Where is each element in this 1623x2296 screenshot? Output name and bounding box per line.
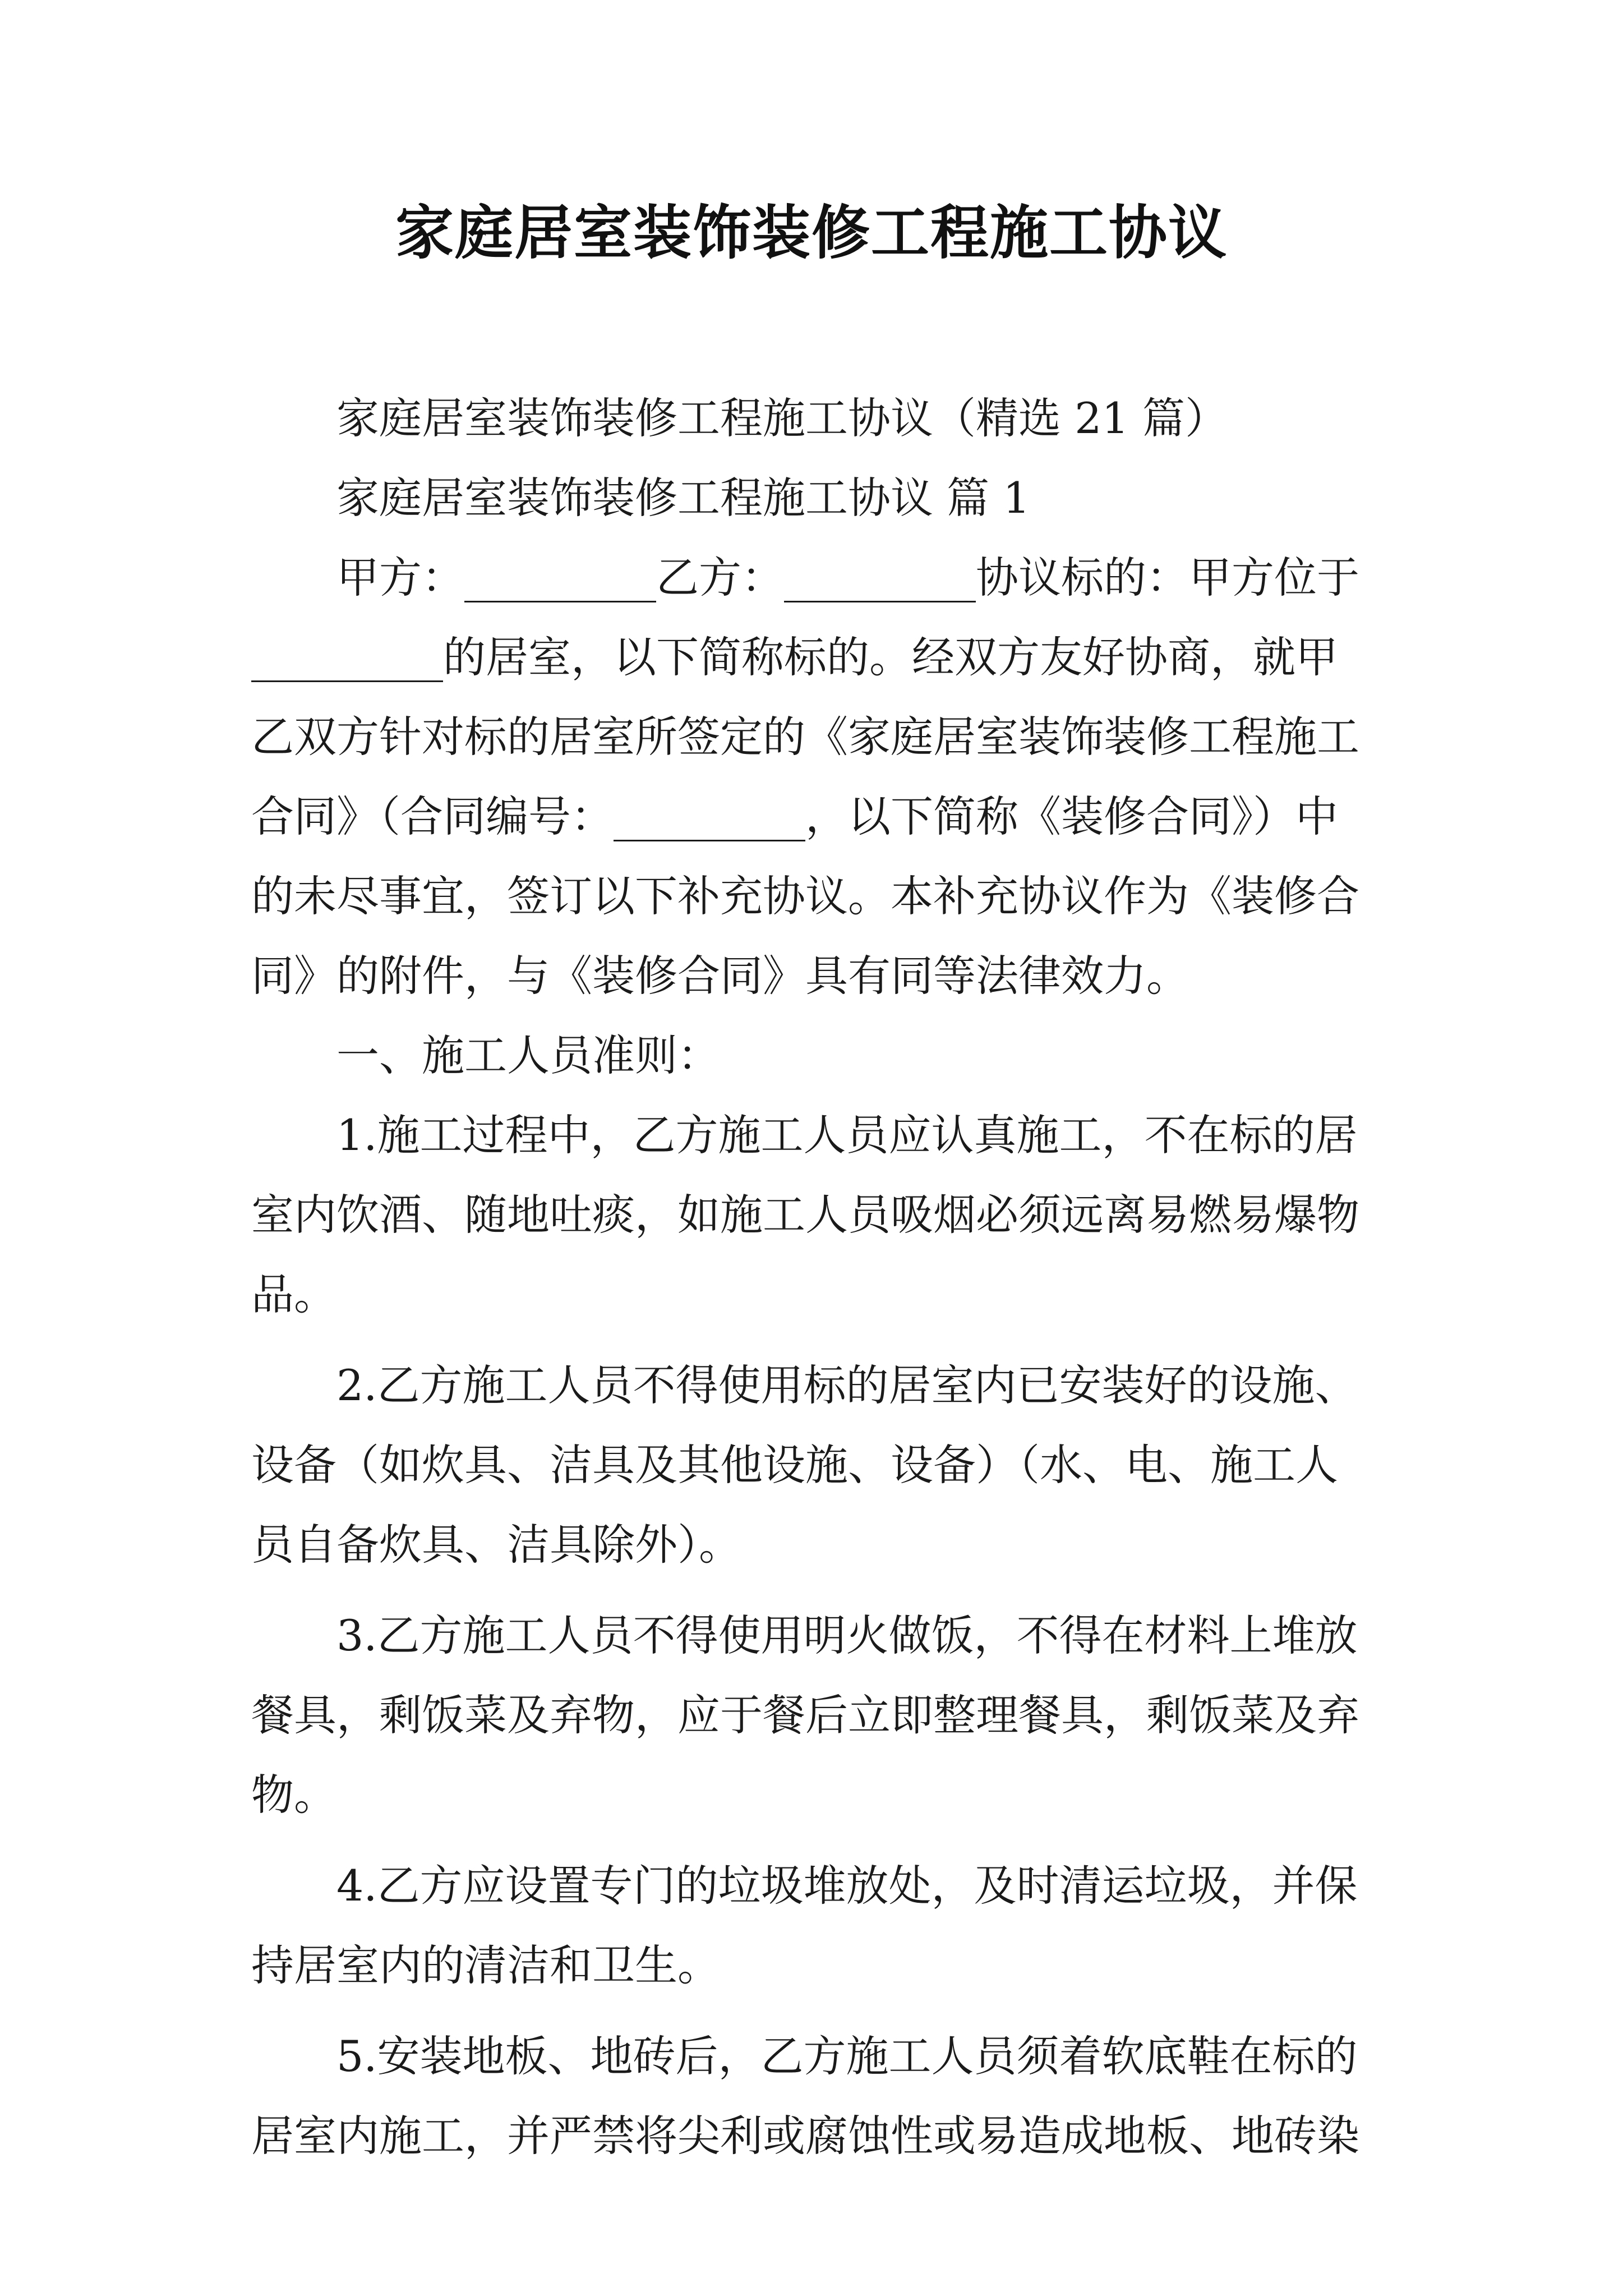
- clause-heading: 一、施工人员准则：: [336, 1030, 720, 1080]
- paragraph-line: 乙双方针对标的居室所签定的《家庭居室装饰装修工程施工: [251, 712, 1359, 762]
- clause-line: 餐具，剩饭菜及弃物，应于餐后立即整理餐具，剩饭菜及弃: [251, 1690, 1359, 1740]
- paragraph-line: _________的居室，以下简称标的。经双方友好协商，就甲: [251, 632, 1338, 682]
- clause-line: 员自备炊具、洁具除外）。: [251, 1520, 741, 1570]
- clause-line: 持居室内的清洁和卫生。: [251, 1940, 720, 1990]
- clause-line: 设备（如炊具、洁具及其他设施、设备）（水、电、施工人: [251, 1440, 1338, 1490]
- clause-line: 1.施工过程中，乙方施工人员应认真施工，不在标的居: [336, 1110, 1358, 1160]
- document-title: 家庭居室装饰装修工程施工协议: [395, 198, 1228, 267]
- document-body: [251, 379, 1382, 2176]
- clause-line: 品。: [251, 1269, 336, 1319]
- clause-line: 室内饮酒、随地吐痰，如施工人员吸烟必须远离易燃易爆物: [251, 1190, 1359, 1240]
- clause-line: 4.乙方应设置专门的垃圾堆放处，及时清运垃圾，并保: [336, 1861, 1358, 1911]
- paragraph-line: 同》的附件，与《装修合同》具有同等法律效力。: [251, 951, 1189, 1001]
- subtitle-line: 家庭居室装饰装修工程施工协议（精选 21 篇）: [336, 393, 1228, 443]
- clause-line: 3.乙方施工人员不得使用明火做饭，不得在材料上堆放: [336, 1611, 1358, 1660]
- clause-line: 居室内施工，并严禁将尖利或腐蚀性或易造成地板、地砖染: [251, 2111, 1359, 2161]
- clause-line: 2.乙方施工人员不得使用标的居室内已安装好的设施、: [336, 1360, 1358, 1410]
- clause-line: 5.安装地板、地砖后，乙方施工人员须着软底鞋在标的: [336, 2031, 1358, 2081]
- section-heading: 家庭居室装饰装修工程施工协议 篇 1: [336, 473, 1030, 523]
- paragraph-line: 合同》（合同编号：_________，以下简称《装修合同》）中: [251, 792, 1338, 841]
- clause-line: 物。: [251, 1770, 336, 1820]
- paragraph-line: 的未尽事宜，签订以下补充协议。本补充协议作为《装修合: [251, 871, 1359, 921]
- paragraph-line: 甲方：_________乙方：_________协议标的：甲方位于: [336, 553, 1359, 602]
